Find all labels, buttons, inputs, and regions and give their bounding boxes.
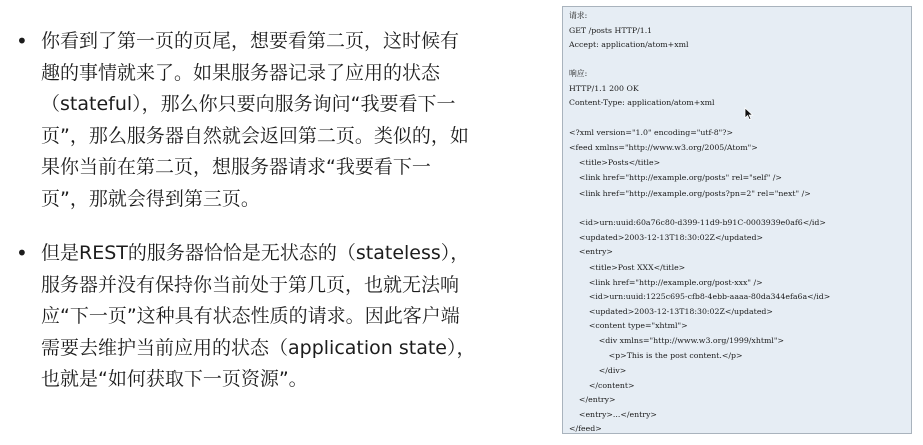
bullet-text-line: 页”，那么服务器自然就会返回第二页。类似的，如 <box>41 124 469 147</box>
bullet-item <box>16 238 560 396</box>
code-line: <updated>2003-12-13T18:30:02Z</updated> <box>569 233 764 242</box>
code-line: <entry> <box>569 247 613 256</box>
code-line: <p>This is the post content.</p> <box>569 351 743 360</box>
code-line: 响应: <box>569 69 588 78</box>
code-line: <id>urn:uuid:60a76c80-d399-11d9-b91C-0003939e0af6</id> <box>569 218 826 227</box>
bullet-text-line: 你看到了第一页的页尾，想要看第二页，这时候有 <box>41 30 460 52</box>
code-line: <id>urn:uuid:1225c695-cfb8-4ebb-aaaa-80da344efa6a</id> <box>569 292 831 301</box>
bullet-item <box>16 26 560 215</box>
bullet-text-line: 需要去维护当前应用的状态（application state）， <box>41 336 476 359</box>
mouse-pointer-icon <box>744 107 754 121</box>
http-example-panel <box>562 6 912 434</box>
bullet-dot: • <box>16 241 28 265</box>
code-line: </content> <box>569 381 635 390</box>
code-line: Content-Type: application/atom+xml <box>569 98 715 107</box>
code-line: </div> <box>569 366 627 375</box>
code-line: <entry>...</entry> <box>569 410 657 419</box>
bullet-text-line: 页”，那就会得到第三页。 <box>41 187 260 210</box>
bullet-text-line: 趣的事情就来了。如果服务器记录了应用的状态 <box>41 61 441 84</box>
bullet-text-line: 应“下一页”这种具有状态性质的请求。因此客户端 <box>41 305 460 327</box>
code-line: 请求: <box>569 11 588 20</box>
bullet-dot: • <box>16 29 28 53</box>
code-line: <title>Post XXX</title> <box>569 263 686 272</box>
code-line: <link href="http://example.org/posts" rel="self" /> <box>569 173 782 182</box>
bullet-text-line: 果你当前在第二页，想服务器请求“我要看下一 <box>41 156 431 178</box>
code-line: </feed> <box>569 424 602 433</box>
code-line: <link href="http://example.org/posts?pn=2" rel="next" /> <box>569 189 811 198</box>
bullet-text-line: 但是REST的服务器恰恰是无状态的（stateless）， <box>41 242 470 264</box>
bullet-text-line: 也就是“如何获取下一页资源”。 <box>41 368 308 390</box>
code-line: </entry> <box>569 395 616 404</box>
bullet-text-line: （stateful），那么你只要向服务询问“我要看下一 <box>41 93 456 115</box>
code-line: <updated>2003-12-13T18:30:02Z</updated> <box>569 307 773 316</box>
code-line: <link href="http://example.org/post-xxx" /> <box>569 278 763 287</box>
bullet-text-line: 服务器并没有保持你当前处于第几页，也就无法响 <box>41 273 460 296</box>
code-line: <feed xmlns="http://www.w3.org/2005/Atom"> <box>569 143 758 152</box>
code-line: GET /posts HTTP/1.1 <box>569 26 653 35</box>
code-line: <content type="xhtml"> <box>569 321 688 330</box>
code-line: <?xml version="1.0" encoding="utf-8"?> <box>569 128 733 137</box>
bullet-list <box>0 26 560 419</box>
code-line: Accept: application/atom+xml <box>569 40 689 49</box>
code-line: <title>Posts</title> <box>569 158 661 167</box>
code-line: <div xmlns="http://www.w3.org/1999/xhtml"> <box>569 336 784 345</box>
code-line: HTTP/1.1 200 OK <box>569 84 639 93</box>
